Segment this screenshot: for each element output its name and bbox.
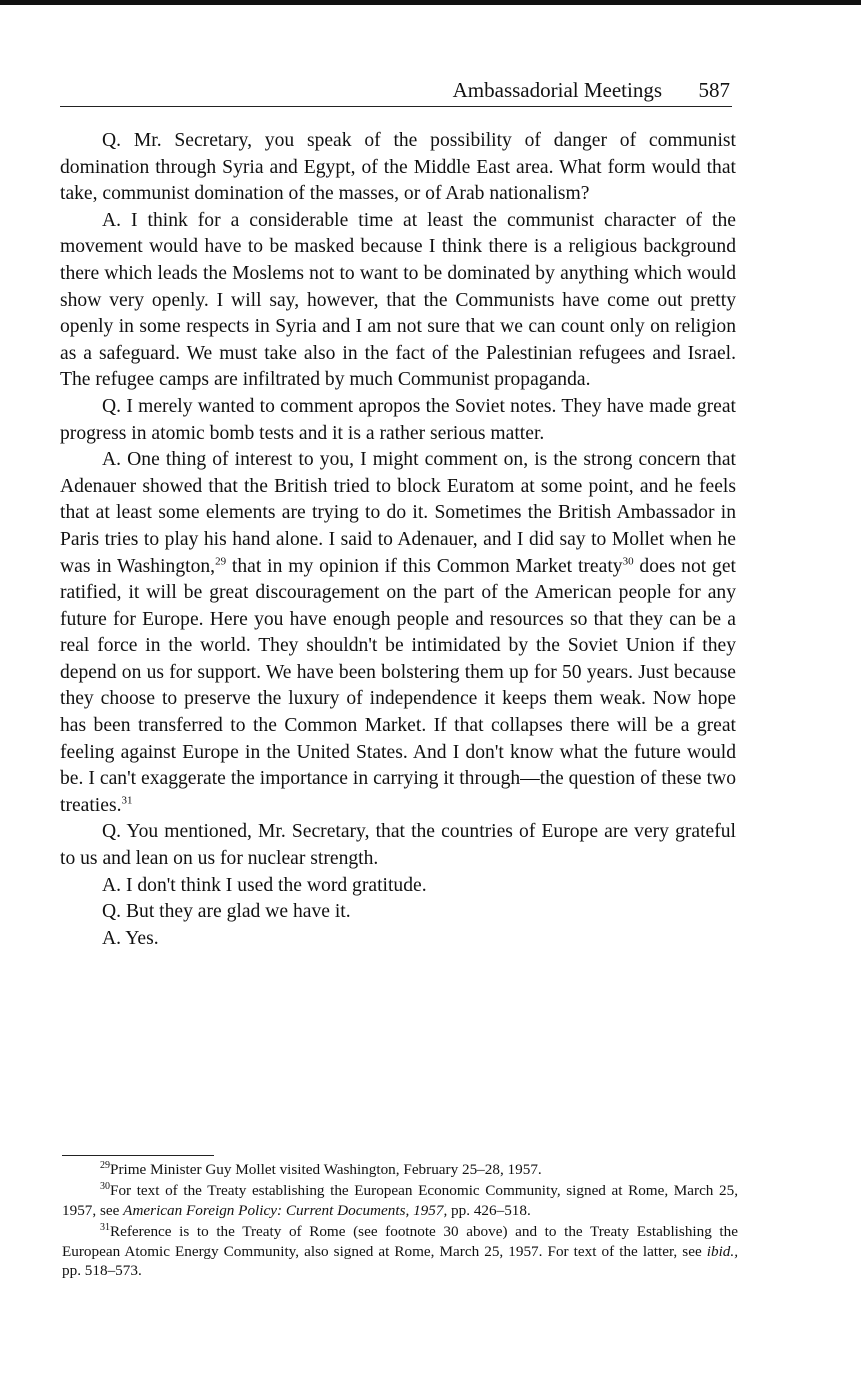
footnote-ref-31: 31 [121, 794, 133, 807]
footnote-mark: 31 [100, 1222, 110, 1234]
footnote-mark: 29 [100, 1159, 110, 1171]
paragraph-question-3: Q. You mentioned, Mr. Secretary, that the countries of Europe are very grateful to us and lean on us for nuclear strength. [60, 821, 736, 870]
footnote-30 [62, 1181, 738, 1220]
footnote-text: Prime Minister Guy Mollet visited Washington, February 25–28, 1957. [110, 1161, 542, 1178]
footnote-ref-29: 29 [215, 554, 227, 567]
footnote-29 [62, 1160, 738, 1179]
answer-2-part-c: does not get ratified, it will be great discouragement on the part of the American people for any future for Europe. Here you have enough people and resources so that they can be a real force in the world. They shouldn't be intimidated by the Soviet Union if they depend on us for support. We have been bolstering them up for 50 years. Just because they choose to preserve the luxury of independence it keeps them weak. Now hope has been transferred to the Common Market. If that collapses there will be a great feeling against Europe in the United States. And I don't know what the future would be. I can't exaggerate the importance in carrying it through—the question of these two treaties. [60, 555, 736, 816]
paragraph-answer-4: A. Yes. [102, 927, 159, 949]
footnote-ref-30: 30 [622, 554, 634, 567]
running-header [60, 72, 732, 107]
page-number: 587 [698, 78, 730, 102]
footnotes [62, 1160, 738, 1282]
footnote-mark: 30 [100, 1181, 110, 1193]
footnote-text: For text of the Treaty establishing the European Economic Community, signed at Rome, March 25, 1957, see [62, 1182, 738, 1219]
footnote-text: pp. 426–518. [447, 1201, 531, 1219]
top-border [0, 0, 861, 5]
paragraph-question-2: Q. I merely wanted to comment apropos the Soviet notes. They have made great progress in atomic bomb tests and it is a rather serious matter. [60, 395, 736, 444]
footnote-text: Reference is to the Treaty of Rome (see footnote 30 above) and to the Treaty Establishing the European Atomic Energy Community, also signed at Rome, March 25, 1957. For text of the latter, see [62, 1223, 738, 1260]
paragraph-answer-2 [60, 447, 736, 819]
footnote-text: pp. 518–573. [62, 1262, 142, 1280]
footnote-divider [62, 1155, 214, 1156]
footnote-citation-ibid: ibid., [706, 1242, 738, 1260]
paragraph-question-1: Q. Mr. Secretary, you speak of the possibility of danger of communist domination through Syria and Egypt, of the Middle East area. What form would that take, communist domination of the masses, or of Arab nationalism? [60, 130, 736, 205]
answer-2-part-a: A. One thing of interest to you, I might comment on, is the strong concern that Adenauer showed that the British tried to block Euratom at some point, and he feels that at least some elements are trying to do it. Sometimes the British Ambassador in Paris tries to play his hand alone. I said to Adenauer, and I did say to Mollet when he was in Washington, [60, 449, 736, 577]
answer-2-part-b: that in my opinion if this Common Market treaty [226, 555, 623, 577]
footnote-citation-title: American Foreign Policy: Current Documents, 1957, [123, 1201, 448, 1219]
paragraph-answer-3: A. I don't think I used the word gratitude. [102, 874, 427, 896]
footnote-31 [62, 1222, 738, 1280]
main-text [60, 128, 736, 952]
running-title: Ambassadorial Meetings [452, 78, 662, 102]
paragraph-question-4: Q. But they are glad we have it. [102, 901, 351, 923]
paragraph-answer-1: A. I think for a considerable time at least the communist character of the movement would have to be masked because I think there is a religious background there which leads the Moslems not to want to be dominated by anything which would show very openly. I will say, however, that the Communists have come out pretty openly in some respects in Syria and I am not sure that we can count only on religion as a safeguard. We must take also in the fact of the Palestinian refugees and Israel. The refugee camps are infiltrated by much Communist propaganda. [60, 209, 736, 391]
